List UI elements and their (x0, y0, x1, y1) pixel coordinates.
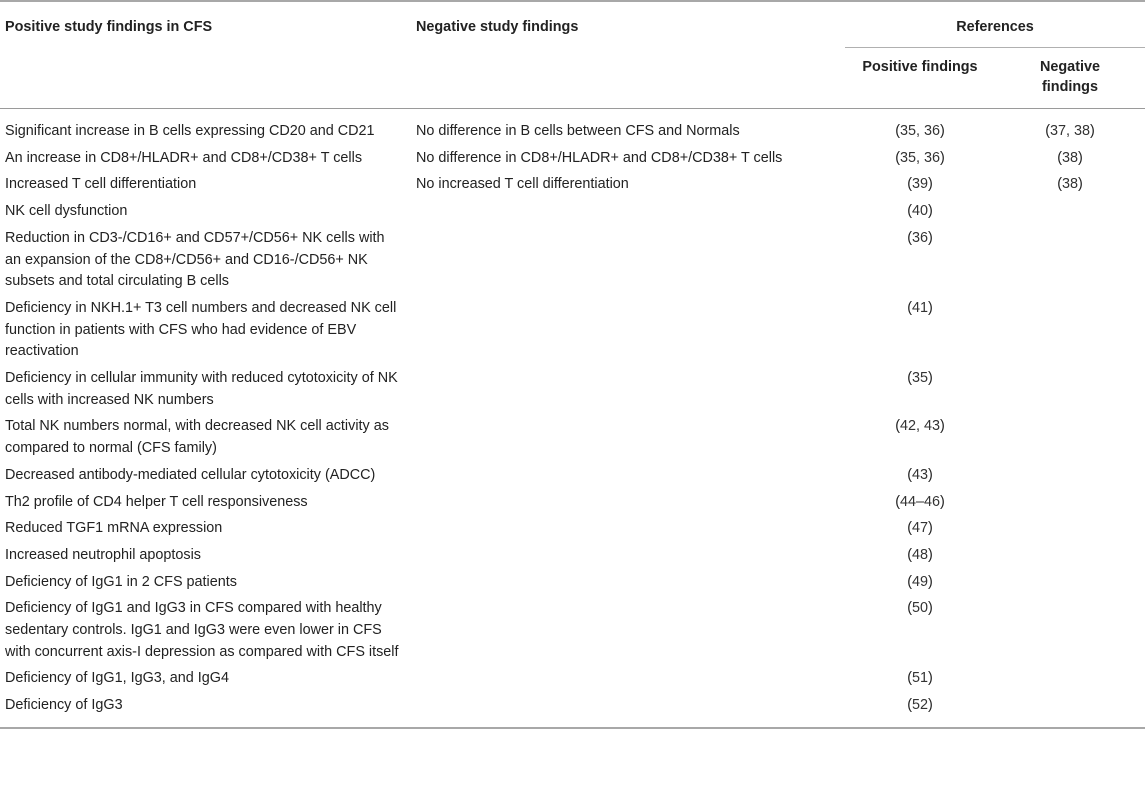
reference-link[interactable]: 40 (911, 203, 928, 220)
negative-finding (414, 225, 845, 295)
positive-finding: Significant increase in B cells expressing CD20 and CD21 (5, 123, 375, 139)
positive-finding: Total NK numbers normal, with decreased NK cell activity as compared to normal (CFS family) (5, 418, 389, 457)
positive-finding: Deficiency of IgG1, IgG3, and IgG4 (5, 670, 229, 687)
ref-negative-cell (995, 665, 1145, 692)
table-row (0, 145, 1145, 172)
positive-finding: Increased T cell differentiation (5, 176, 197, 193)
positive-finding: NK cell dysfunction (5, 203, 128, 220)
positive-finding: Increased neutrophil apoptosis (5, 546, 202, 563)
reference-link[interactable]: 52 (911, 697, 928, 714)
positive-finding: Deficiency of IgG1 and IgG3 in CFS compared with healthy sedentary controls. IgG1 and IgG3 were even lower in CFS with concurrent axis-I depression as compared with CFS itself (5, 600, 399, 660)
reference-link[interactable]: 39 (911, 176, 928, 193)
table-row (0, 692, 1145, 728)
ref-negative-cell: (38) (1057, 149, 1083, 166)
reference-link[interactable]: 37, 38 (1050, 123, 1091, 139)
reference-link[interactable]: 47 (911, 520, 928, 537)
positive-finding: Reduction in CD3-/CD16+ and CD57+/CD56+ NK cells with an expansion of the CD8+/CD56+ and CD16-/CD56+ NK subsets and total circulating B cells (5, 229, 385, 290)
ref-positive-cell: (44–46) (895, 493, 945, 510)
ref-negative-cell (995, 413, 1145, 461)
ref-negative-cell (995, 595, 1145, 665)
table-row (0, 489, 1145, 516)
ref-negative-cell (995, 295, 1145, 365)
ref-negative-cell (995, 225, 1145, 295)
table-row (0, 665, 1145, 692)
reference-link[interactable]: 38 (1062, 149, 1079, 166)
reference-link[interactable]: 48 (911, 546, 928, 563)
ref-positive-cell: (47) (907, 520, 933, 537)
table-row (0, 462, 1145, 489)
negative-finding: No difference in CD8+/HLADR+ and CD8+/CD38+ T cells (416, 149, 783, 166)
header-ref-positive: Positive findings (862, 59, 978, 75)
positive-finding: An increase in CD8+/HLADR+ and CD8+/CD38+ T cells (5, 149, 363, 166)
table-row (0, 198, 1145, 225)
positive-finding: Deficiency of IgG3 (5, 697, 123, 714)
reference-link[interactable]: 43 (911, 466, 928, 483)
positive-finding: Th2 profile of CD4 helper T cell responsiveness (5, 493, 308, 510)
table-row (0, 515, 1145, 542)
header-ref-negative: Negative findings (1040, 59, 1100, 95)
ref-negative-cell (995, 198, 1145, 225)
table-row (0, 365, 1145, 413)
ref-negative-cell (995, 462, 1145, 489)
negative-finding (414, 198, 845, 225)
reference-link[interactable]: 38 (1062, 176, 1079, 193)
positive-finding: Decreased antibody-mediated cellular cytotoxicity (ADCC) (5, 466, 376, 483)
reference-link[interactable]: 51 (911, 670, 928, 687)
ref-positive-cell: (50) (907, 600, 933, 617)
reference-link[interactable]: 35 (911, 370, 928, 387)
negative-finding (414, 542, 845, 569)
reference-link[interactable]: 35, 36 (899, 149, 940, 166)
negative-finding: No difference in B cells between CFS and Normals (416, 123, 740, 139)
reference-link[interactable]: 36 (911, 229, 928, 246)
negative-finding (414, 413, 845, 461)
negative-finding (414, 595, 845, 665)
ref-positive-cell: (36) (907, 229, 933, 246)
ref-positive-cell: (43) (907, 466, 933, 483)
reference-link[interactable]: 50 (911, 600, 928, 617)
ref-positive-cell: (52) (907, 697, 933, 714)
negative-finding (414, 692, 845, 728)
negative-finding (414, 295, 845, 365)
ref-positive-cell: (35, 36) (895, 123, 945, 139)
header-references: References (845, 1, 1145, 48)
ref-positive-cell: (51) (907, 670, 933, 687)
ref-negative-cell (995, 692, 1145, 728)
negative-finding (414, 489, 845, 516)
positive-finding: Reduced TGF1 mRNA expression (5, 520, 223, 537)
ref-positive-cell: (48) (907, 546, 933, 563)
ref-positive-cell: (35, 36) (895, 149, 945, 166)
header-positive: Positive study findings in CFS (5, 19, 213, 35)
ref-negative-cell (995, 569, 1145, 596)
negative-finding (414, 365, 845, 413)
table-header (0, 1, 1145, 109)
reference-link[interactable]: 35, 36 (899, 123, 940, 139)
ref-negative-cell (995, 515, 1145, 542)
table-row (0, 569, 1145, 596)
ref-positive-cell: (39) (907, 176, 933, 193)
reference-link[interactable]: 49 (911, 573, 928, 590)
table-row (0, 171, 1145, 198)
ref-positive-cell: (42, 43) (895, 418, 945, 435)
positive-finding: Deficiency in NKH.1+ T3 cell numbers and decreased NK cell function in patients with CFS who had evidence of EBV reactivation (5, 299, 397, 360)
header-negative: Negative study findings (416, 19, 579, 35)
reference-link[interactable]: 44–46 (899, 493, 941, 510)
ref-negative-cell (995, 542, 1145, 569)
ref-negative-cell: (37, 38) (1045, 123, 1095, 139)
negative-finding (414, 665, 845, 692)
reference-link[interactable]: 41 (911, 299, 928, 316)
ref-positive-cell: (40) (907, 203, 933, 220)
table-row (0, 109, 1145, 145)
negative-finding: No increased T cell differentiation (416, 176, 629, 193)
negative-finding (414, 462, 845, 489)
reference-link[interactable]: 42, 43 (899, 418, 940, 435)
table-row (0, 225, 1145, 295)
negative-finding (414, 569, 845, 596)
ref-negative-cell: (38) (1057, 176, 1083, 193)
table-body (0, 109, 1145, 728)
positive-finding: Deficiency of IgG1 in 2 CFS patients (5, 573, 237, 590)
table-row (0, 413, 1145, 461)
ref-positive-cell: (49) (907, 573, 933, 590)
negative-finding (414, 515, 845, 542)
ref-negative-cell (995, 365, 1145, 413)
ref-positive-cell: (41) (907, 299, 933, 316)
positive-finding: Deficiency in cellular immunity with reduced cytotoxicity of NK cells with increased NK numbers (5, 370, 398, 408)
table-row (0, 542, 1145, 569)
table-row (0, 595, 1145, 665)
table-row (0, 295, 1145, 365)
ref-positive-cell: (35) (907, 370, 933, 387)
ref-negative-cell (995, 489, 1145, 516)
